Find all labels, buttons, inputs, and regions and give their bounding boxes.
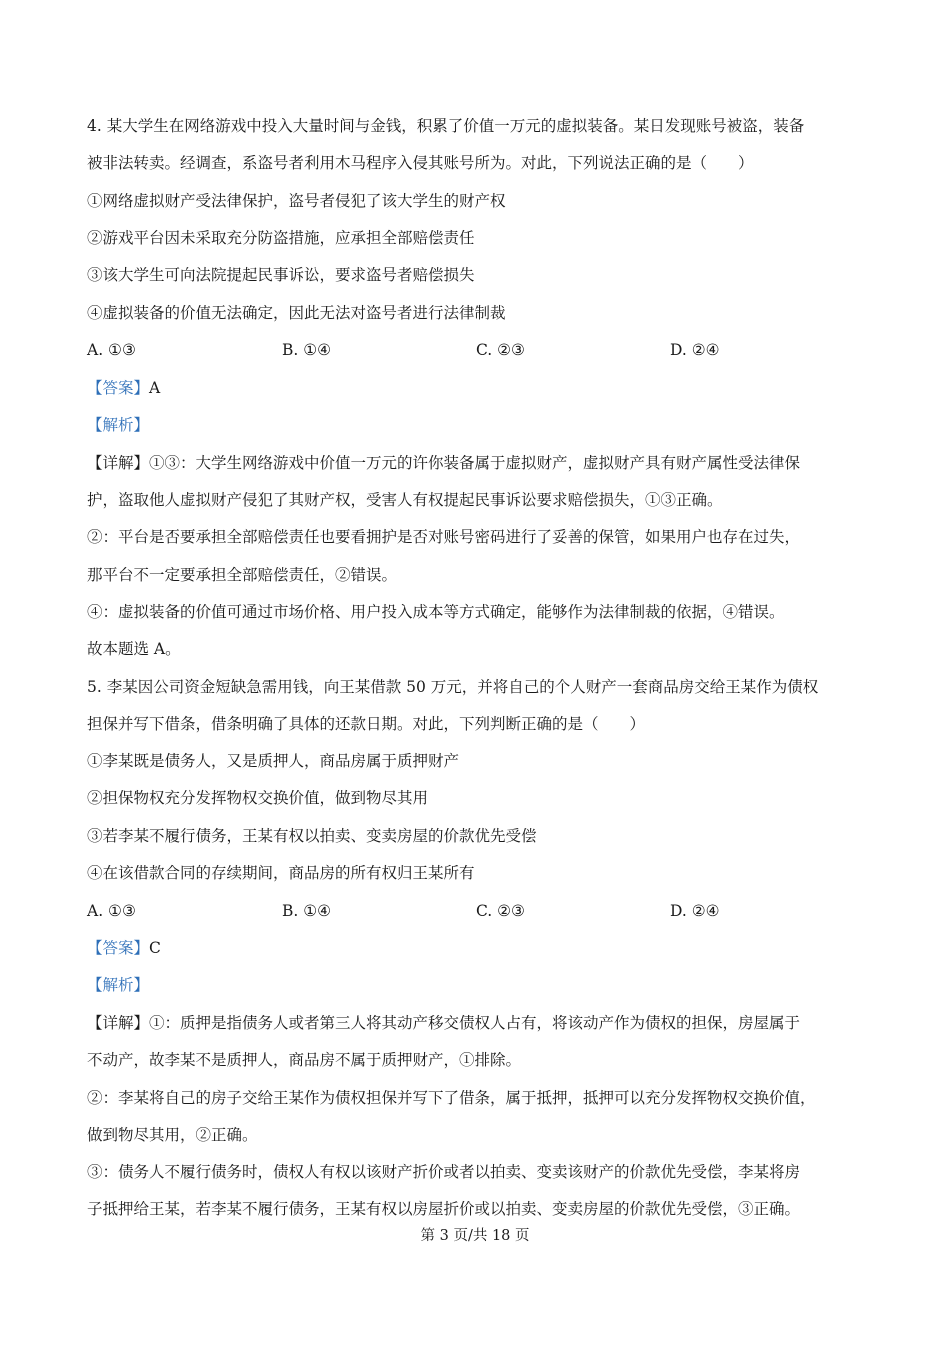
q5-answer	[87, 937, 877, 959]
q5-option-b: B. ①④	[282, 902, 332, 920]
q4-analysis-heading	[87, 414, 877, 436]
q5-analysis-tag: 【解析】	[87, 976, 150, 994]
q5-stem-line-2: 担保并写下借条，借条明确了具体的还款日期。对此，下列判断正确的是（ ）	[87, 715, 646, 733]
q5-option-a: A. ①③	[87, 902, 136, 920]
q5-statement-2: ②担保物权充分发挥物权交换价值，做到物尽其用	[87, 789, 429, 807]
q5-detail-line-1	[87, 1012, 877, 1034]
q4-option-c: C. ②③	[476, 341, 525, 359]
q5-options	[87, 900, 877, 922]
q4-statement-1: ①网络虚拟财产受法律保护，盗号者侵犯了该大学生的财产权	[87, 192, 506, 210]
q5-statement-4: ④在该借款合同的存续期间，商品房的所有权归王某所有	[87, 864, 475, 882]
q4-option-a: A. ①③	[87, 341, 136, 359]
q5-answer-value: C	[149, 939, 161, 957]
q5-statement-3: ③若李某不履行债务，王某有权以拍卖、变卖房屋的价款优先受偿	[87, 827, 537, 845]
q5-answer-tag: 【答案】	[87, 939, 150, 957]
q5-statement-1: ①李某既是债务人，又是质押人，商品房属于质押财产	[87, 752, 460, 770]
q4-detail-text-1: ①③：大学生网络游戏中价值一万元的许你装备属于虚拟财产，虚拟财产具有财产属性受法律保	[149, 454, 801, 472]
q4-answer	[87, 377, 877, 399]
q4-conclusion: 故本题选 A。	[87, 640, 181, 658]
q4-answer-tag: 【答案】	[87, 379, 150, 397]
q4-detail-line-2: 护，盗取他人虚拟财产侵犯了其财产权，受害人有权提起民事诉讼要求赔偿损失，①③正确。	[87, 491, 723, 509]
page-number-footer: 第 3 页/共 18 页	[420, 1228, 530, 1244]
q5-detail-text-1: ①：质押是指债务人或者第三人将其动产移交债权人占有，将该动产作为债权的担保，房屋属于	[149, 1014, 801, 1032]
q4-statement-3: ③该大学生可向法院提起民事诉讼，要求盗号者赔偿损失	[87, 266, 475, 284]
q5-option-d: D. ②④	[670, 902, 720, 920]
q4-analysis-tag: 【解析】	[87, 416, 150, 434]
q5-detail-line-4: 做到物尽其用，②正确。	[87, 1126, 258, 1144]
q4-detail-line-5: ④：虚拟装备的价值可通过市场价格、用户投入成本等方式确定，能够作为法律制裁的依据，④错误。	[87, 603, 785, 621]
q4-statement-4: ④虚拟装备的价值无法确定，因此无法对盗号者进行法律制裁	[87, 304, 506, 322]
q4-stem-line-2: 被非法转卖。经调查，系盗号者利用木马程序入侵其账号所为。对此，下列说法正确的是（ ）	[87, 154, 754, 172]
q4-option-d: D. ②④	[670, 341, 720, 359]
q5-detail-line-2: 不动产，故李某不是质押人，商品房不属于质押财产，①排除。	[87, 1051, 522, 1069]
q5-detail-line-5: ③：债务人不履行债务时，债权人有权以该财产折价或者以拍卖、变卖该财产的价款优先受偿，李某将房	[87, 1163, 801, 1181]
q4-detail-line-4: 那平台不一定要承担全部赔偿责任，②错误。	[87, 566, 398, 584]
q5-detail-tag: 【详解】	[87, 1014, 150, 1032]
q5-stem-line-1: 5. 李某因公司资金短缺急需用钱，向王某借款 50 万元，并将自己的个人财产一套商品房交给王某作为债权	[87, 678, 819, 696]
q4-answer-value: A	[149, 379, 161, 397]
q5-option-c: C. ②③	[476, 902, 525, 920]
q4-statement-2: ②游戏平台因未采取充分防盗措施，应承担全部赔偿责任	[87, 229, 475, 247]
q4-detail-tag: 【详解】	[87, 454, 150, 472]
q5-detail-line-6: 子抵押给王某，若李某不履行债务，王某有权以房屋折价或以拍卖、变卖房屋的价款优先受偿，③正确。	[87, 1200, 801, 1218]
q4-stem-line-1: 4. 某大学生在网络游戏中投入大量时间与金钱，积累了价值一万元的虚拟装备。某日发现账号被盗，装备	[87, 117, 805, 135]
q4-options	[87, 339, 877, 361]
q4-detail-line-3: ②：平台是否要承担全部赔偿责任也要看拥护是否对账号密码进行了妥善的保管，如果用户也存在过失，	[87, 528, 801, 546]
q5-analysis-heading	[87, 974, 877, 996]
q4-detail-line-1	[87, 452, 877, 474]
q4-option-b: B. ①④	[282, 341, 332, 359]
q5-detail-line-3: ②：李某将自己的房子交给王某作为债权担保并写下了借条，属于抵押，抵押可以充分发挥物权交换价值，	[87, 1089, 816, 1107]
